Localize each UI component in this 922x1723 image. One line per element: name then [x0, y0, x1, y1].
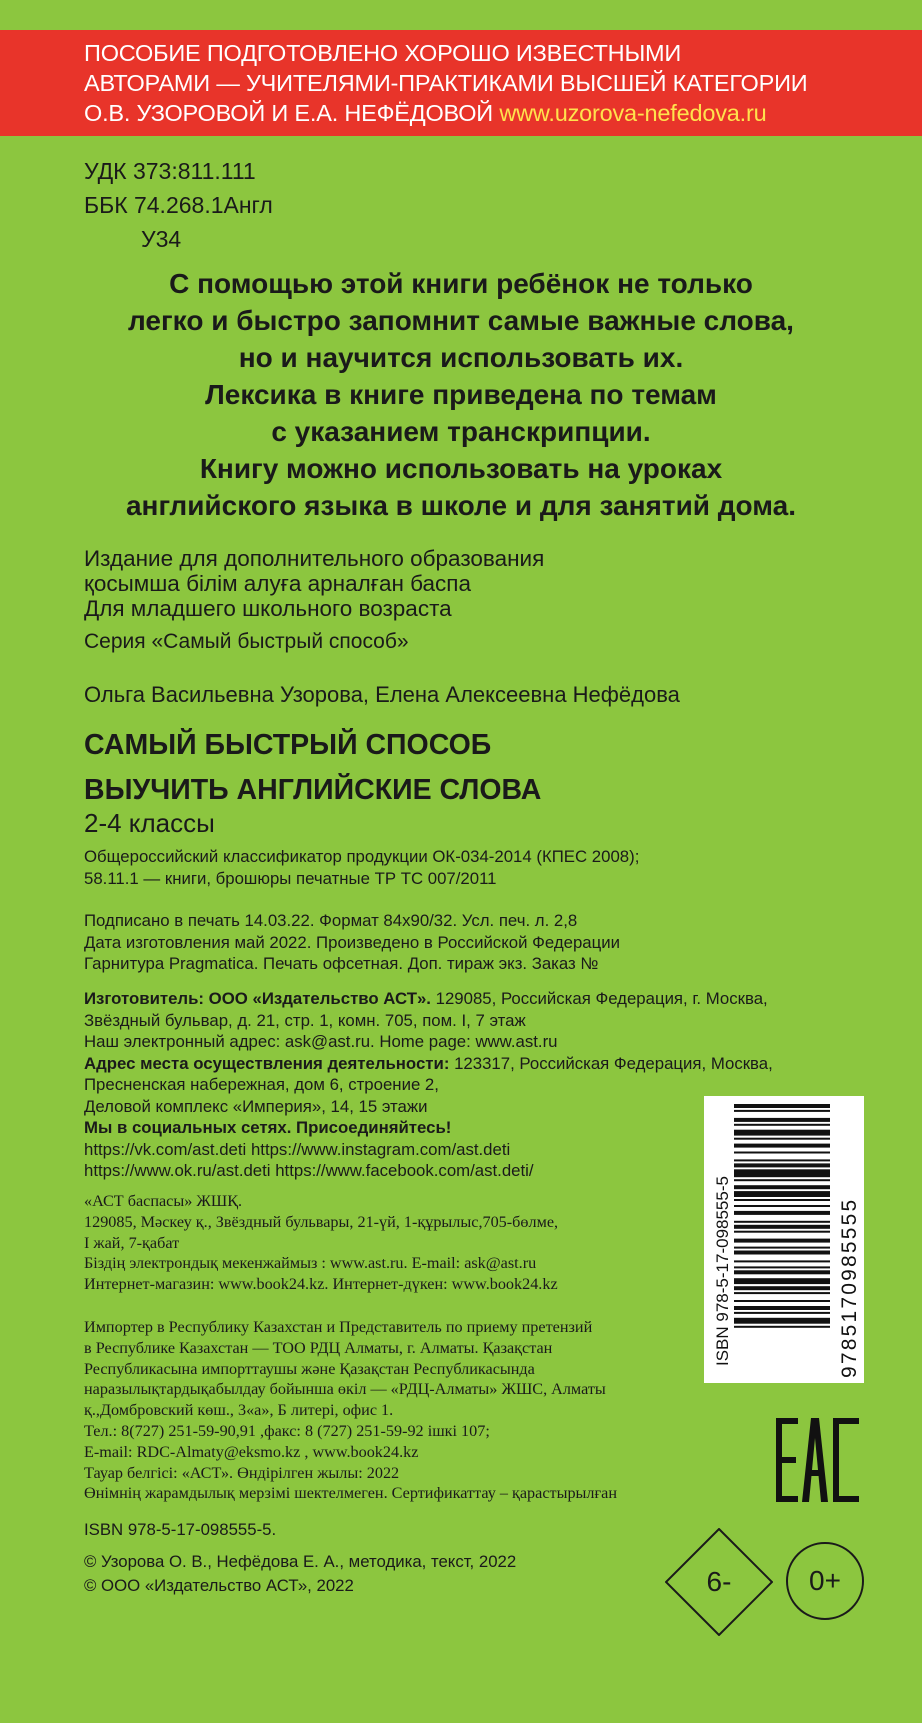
- barcode-bar: [734, 1239, 830, 1243]
- promo-text: [40, 265, 882, 524]
- barcode-bar: [734, 1231, 830, 1233]
- promo-line: английского языка в школе и для занятий дома.: [125, 490, 796, 521]
- promo-line: с указанием транскрипции.: [271, 416, 651, 447]
- barcode-bar: [734, 1211, 830, 1215]
- barcode-bar: [734, 1300, 830, 1302]
- barcode-bar: [734, 1278, 830, 1284]
- promo-line: но и научится использовать их.: [238, 342, 684, 373]
- barcode-bar: [734, 1163, 830, 1167]
- banner-line: АВТОРАМИ — УЧИТЕЛЯМИ-ПРАКТИКАМИ ВЫСШЕЙ КАТЕГОРИИ: [84, 70, 808, 96]
- edition-ru: Издание для дополнительного образования: [84, 546, 545, 571]
- printing-info: [84, 910, 620, 975]
- social-links[interactable]: https://www.ok.ru/ast.deti https://www.facebook.com/ast.deti/: [84, 1161, 534, 1180]
- age-rating-diamond: [665, 1528, 773, 1636]
- banner-authors: О.В. УЗОРОВОЙ И Е.А. НЕФЁДОВОЙ: [84, 100, 494, 126]
- barcode-bar: [734, 1312, 830, 1314]
- maker-address-line: Звёздный бульвар, д. 21, стр. 1, комн. 705, пом. I, 7 этаж: [84, 1010, 526, 1030]
- barcode-bar: [734, 1205, 830, 1207]
- barcode-bar: [734, 1169, 830, 1177]
- kz-publisher-info: [84, 1191, 558, 1295]
- importer-line: Тауар белгісі: «АСТ». Өндірілген жылы: 2022: [84, 1463, 400, 1482]
- barcode-bar: [734, 1260, 830, 1262]
- banner-line: [84, 98, 922, 128]
- kz-line: Интернет-магазин: www.book24.kz. Интернет-дүкен: www.book24.kz: [84, 1275, 558, 1294]
- classifier-line: 58.11.1 — книги, брошюры печатные ТР ТС 007/2011: [84, 868, 497, 888]
- book-title: [84, 723, 541, 813]
- age-rating-circle-label: 0+: [809, 1565, 841, 1596]
- barcode-digits: 9785170985555: [838, 1197, 861, 1378]
- bbk-code: ББК 74.268.1Англ: [84, 192, 273, 218]
- barcode-bar: [734, 1266, 830, 1268]
- edition-info: [84, 546, 544, 621]
- edition-kz: қосымша білім алуға арналған баспа: [84, 571, 471, 596]
- barcode-bar: [734, 1306, 830, 1310]
- barcode-bar: [734, 1191, 830, 1197]
- social-label: Мы в социальных сетях. Присоединяйтесь!: [84, 1118, 452, 1137]
- barcode-bar: [734, 1110, 830, 1112]
- barcode-bar: [734, 1118, 830, 1122]
- edition-age: Для младшего школьного возраста: [84, 596, 452, 621]
- library-codes: [84, 154, 273, 256]
- age-rating-diamond-label: 6-: [706, 1566, 732, 1597]
- barcode-bar: [734, 1199, 830, 1201]
- eac-mark: [776, 1418, 859, 1502]
- barcode-bar: [734, 1270, 830, 1274]
- activity-address-line: Пресненская набережная, дом 6, строение 2,: [84, 1075, 439, 1094]
- authors-names: Ольга Васильевна Узорова, Елена Алексеевна Нефёдова: [84, 682, 680, 707]
- barcode-bar: [734, 1221, 830, 1223]
- activity-label: Адрес места осуществления деятельности:: [84, 1053, 450, 1073]
- importer-line: Тел.: 8(727) 251-59-90,91 ,факс: 8 (727) 251-59-92 ішкі 107;: [84, 1421, 490, 1440]
- barcode-bar: [734, 1159, 830, 1161]
- barcode-bar: [734, 1179, 830, 1181]
- barcode-bars: [734, 1104, 830, 1328]
- classifier-line: Общероссийский классификатор продукции ОК-034-2014 (КПЕС 2008);: [84, 847, 640, 866]
- barcode-bar: [734, 1138, 830, 1140]
- barcode-bar: [734, 1104, 830, 1108]
- barcode-bar: [734, 1326, 830, 1328]
- activity-line: [84, 1053, 773, 1075]
- age-rating-circle: [786, 1542, 864, 1620]
- importer-line: қ.,Домбровский көш., 3«а», Б литері, офис 1.: [84, 1401, 394, 1420]
- promo-line: легко и быстро запомнит самые важные слова,: [128, 305, 794, 336]
- printing-line: Гарнитура Pragmatica. Печать офсетная. Доп. тираж экз. Заказ №: [84, 954, 599, 973]
- activity-address-line: Деловой комплекс «Империя», 14, 15 этажи: [84, 1096, 428, 1116]
- barcode-bar: [734, 1130, 830, 1136]
- promo-line: С помощью этой книги ребёнок не только: [169, 268, 753, 299]
- importer-line: E-mail: RDC-Almaty@eksmo.kz , www.book24.kz: [84, 1442, 419, 1461]
- barcode-bar: [734, 1144, 830, 1148]
- classifier-info: [84, 846, 639, 889]
- series-name: Серия «Самый быстрый способ»: [84, 630, 409, 653]
- barcode-graphic: [704, 1096, 864, 1383]
- kz-line: «АСТ баспасы» ЖШҚ.: [84, 1192, 243, 1210]
- banner-line: ПОСОБИЕ ПОДГОТОВЛЕНО ХОРОШО ИЗВЕСТНЫМИ: [84, 40, 682, 66]
- barcode-bar: [734, 1286, 830, 1290]
- kz-line: Біздің электрондық мекенжаймыз : www.ast.ru. E-mail: ask@ast.ru: [84, 1254, 537, 1273]
- maker-address: 129085, Российская Федерация, г. Москва,: [430, 989, 768, 1008]
- barcode-bar: [734, 1251, 830, 1255]
- publisher-info: [84, 988, 773, 1182]
- maker-label: Изготовитель: ООО «Издательство АСТ».: [84, 989, 431, 1008]
- udk-code: УДК 373:811.111: [84, 158, 256, 184]
- importer-line: Импортер в Республику Казахстан и Представитель по приему претензий: [84, 1318, 593, 1336]
- importer-line: Республикасына импорттаушы және Қазақстан Республикасында: [84, 1359, 535, 1378]
- barcode-bar: [734, 1185, 830, 1189]
- barcode-bar: [734, 1124, 830, 1126]
- social-links[interactable]: https://vk.com/ast.deti https://www.instagram.com/ast.deti: [84, 1139, 511, 1159]
- barcode-bar: [734, 1318, 830, 1324]
- barcode: [704, 1096, 864, 1383]
- isbn-text: ISBN 978-5-17-098555-5.: [84, 1520, 277, 1539]
- printing-line: Дата изготовления май 2022. Произведено в Российской Федерации: [84, 932, 620, 952]
- barcode-bar: [734, 1247, 830, 1249]
- barcode-isbn-label: ISBN 978-5-17-098555-5: [713, 1176, 732, 1366]
- authors-website-link[interactable]: www.uzorova-nefedova.ru: [499, 100, 767, 126]
- copyright: [84, 1550, 516, 1598]
- grades: 2-4 классы: [84, 808, 215, 838]
- importer-info: [84, 1317, 694, 1504]
- activity-address: 123317, Российская Федерация, Москва,: [449, 1053, 773, 1073]
- importer-line: Өнімнің жарамдылық мерзімі шектелмеген. Сертификаттау – қарастырылған: [84, 1484, 617, 1503]
- printing-line: Подписано в печать 14.03.22. Формат 84х90/32. Усл. печ. л. 2,8: [84, 911, 578, 930]
- barcode-bar: [734, 1152, 830, 1154]
- promo-line: Лексика в книге приведена по темам: [205, 379, 717, 410]
- barcode-bar: [734, 1225, 830, 1229]
- book-title-line: САМЫЙ БЫСТРЫЙ СПОСОБ: [84, 729, 492, 761]
- importer-line: в Республике Казахстан — ТОО РДЦ Алматы, г. Алматы. Қазақстан: [84, 1338, 553, 1357]
- importer-line: наразылықтардықабылдау бойынша өкіл — «РДЦ-Алматы» ЖШС, Алматы: [84, 1380, 606, 1399]
- promo-line: Книгу можно использовать на уроках: [199, 453, 723, 484]
- top-banner: [0, 30, 922, 136]
- author-mark: У34: [141, 226, 182, 252]
- copyright-line: © ООО «Издательство АСТ», 2022: [84, 1576, 354, 1595]
- book-title-line: ВЫУЧИТЬ АНГЛИЙСКИЕ СЛОВА: [84, 774, 542, 806]
- email-line: Наш электронный адрес: ask@ast.ru. Home page: www.ast.ru: [84, 1032, 558, 1051]
- copyright-line: © Узорова О. В., Нефёдова Е. А., методика, текст, 2022: [84, 1552, 517, 1571]
- maker-line: [84, 988, 773, 1010]
- barcode-bar: [734, 1292, 830, 1294]
- kz-line: I жай, 7-қабат: [84, 1233, 180, 1252]
- kz-line: 129085, Мәскеу қ., Звёздный бульвары, 21-үй, 1-құрылыс,705-бөлме,: [84, 1212, 559, 1231]
